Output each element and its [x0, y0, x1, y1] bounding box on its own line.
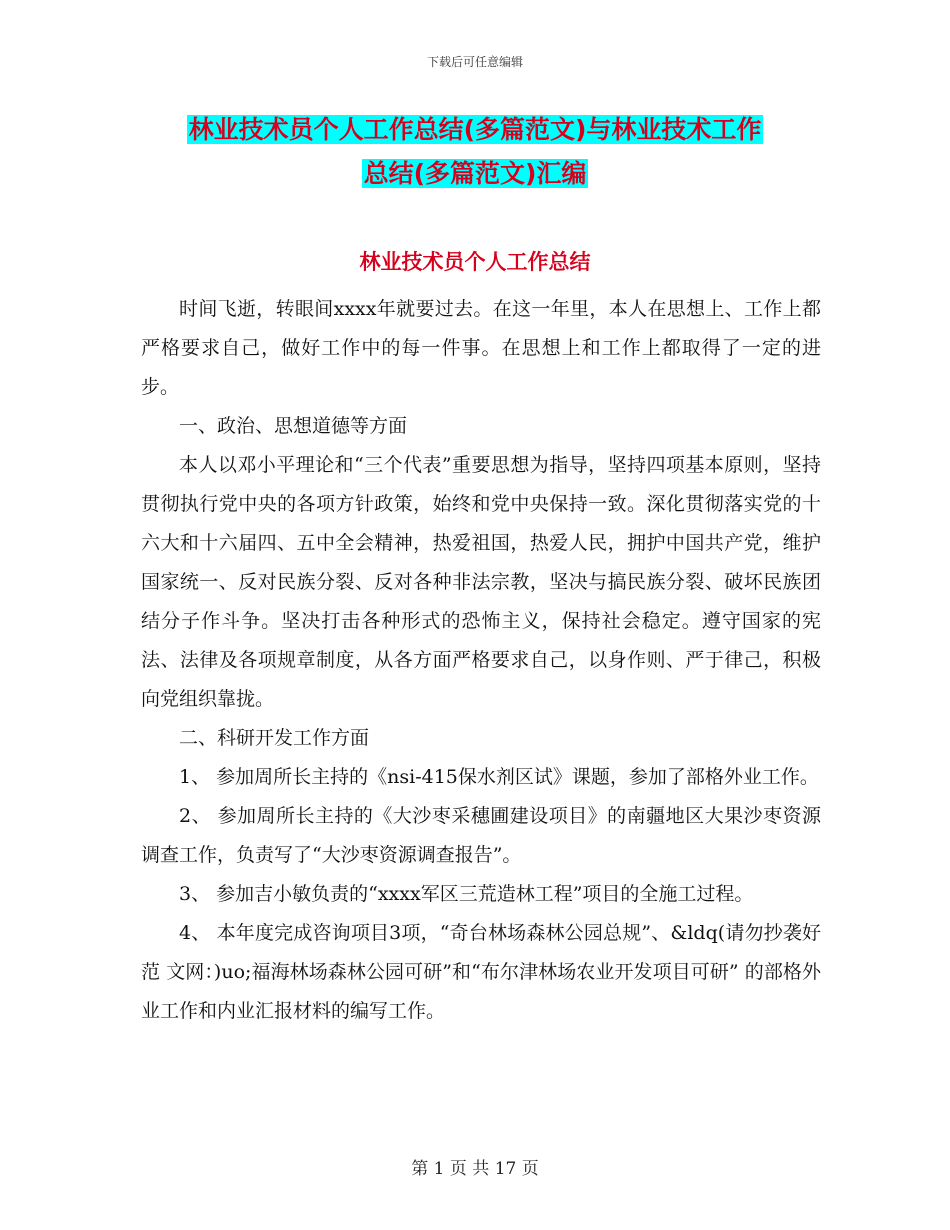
header-note: 下载后可任意编辑: [426, 55, 523, 69]
document-title-line-2: [0, 156, 950, 192]
body-text: [141, 290, 821, 1031]
document-title-line-2-text: 总结(多篇范文)汇编: [363, 159, 587, 188]
paragraph-item-4: 4、 本年度完成咨询项目3项，“奇台林场森林公园总规”、&ldq(请勿抄袭好范 文网：)uo;福海林场森林公园可研”和“布尔津林场农业开发项目可研” 的部格外业工作和内业汇报材料的编写工作。: [141, 922, 821, 1022]
document-title-line-1: [0, 112, 950, 148]
section-heading: 林业技术员个人工作总结: [359, 250, 591, 274]
paragraph-item-3: 3、 参加吉小敏负责的“xxxx军区三荒造林工程”项目的全施工过程。: [179, 883, 754, 905]
paragraph-politics: 本人以邓小平理论和“三个代表”重要思想为指导，坚持四项基本原则，坚持贯彻执行党中央的各项方针政策，始终和党中央保持一致。深化贯彻落实党的十六大和十六届四、五中全会精神，热爱祖国，热爱人民，拥护中国共产党，维护国家统一、反对民族分裂、反对各种非法宗教，坚决与搞民族分裂、破坏民族团结分子作斗争。坚决打击各种形式的恐怖主义，保持社会稳定。遵守国家的宪法、法律及各项规章制度，从各方面严格要求自己，以身作则、严于律己，积极向党组织靠拢。: [141, 454, 821, 710]
paragraph-heading-research: 二、科研开发工作方面: [179, 727, 370, 749]
paragraph-intro: 时间飞逝，转眼间xxxx年就要过去。在这一年里，本人在思想上、工作上都严格要求自己，做好工作中的每一件事。在思想上和工作上都取得了一定的进步。: [141, 298, 821, 398]
paragraph-heading-politics: 一、政治、思想道德等方面: [179, 415, 408, 437]
paragraph-item-2: 2、 参加周所长主持的《大沙枣采穗圃建设项目》的南疆地区大果沙枣资源调查工作，负责写了“大沙枣资源调查报告”。: [141, 805, 821, 866]
paragraph-item-1: 1、 参加周所长主持的《nsi-415保水剂区试》课题，参加了部格外业工作。: [179, 766, 819, 788]
document-title-line-1-text: 林业技术员个人工作总结(多篇范文)与林业技术工作: [188, 115, 762, 144]
page-number: 第 1 页 共 17 页: [411, 1159, 539, 1179]
